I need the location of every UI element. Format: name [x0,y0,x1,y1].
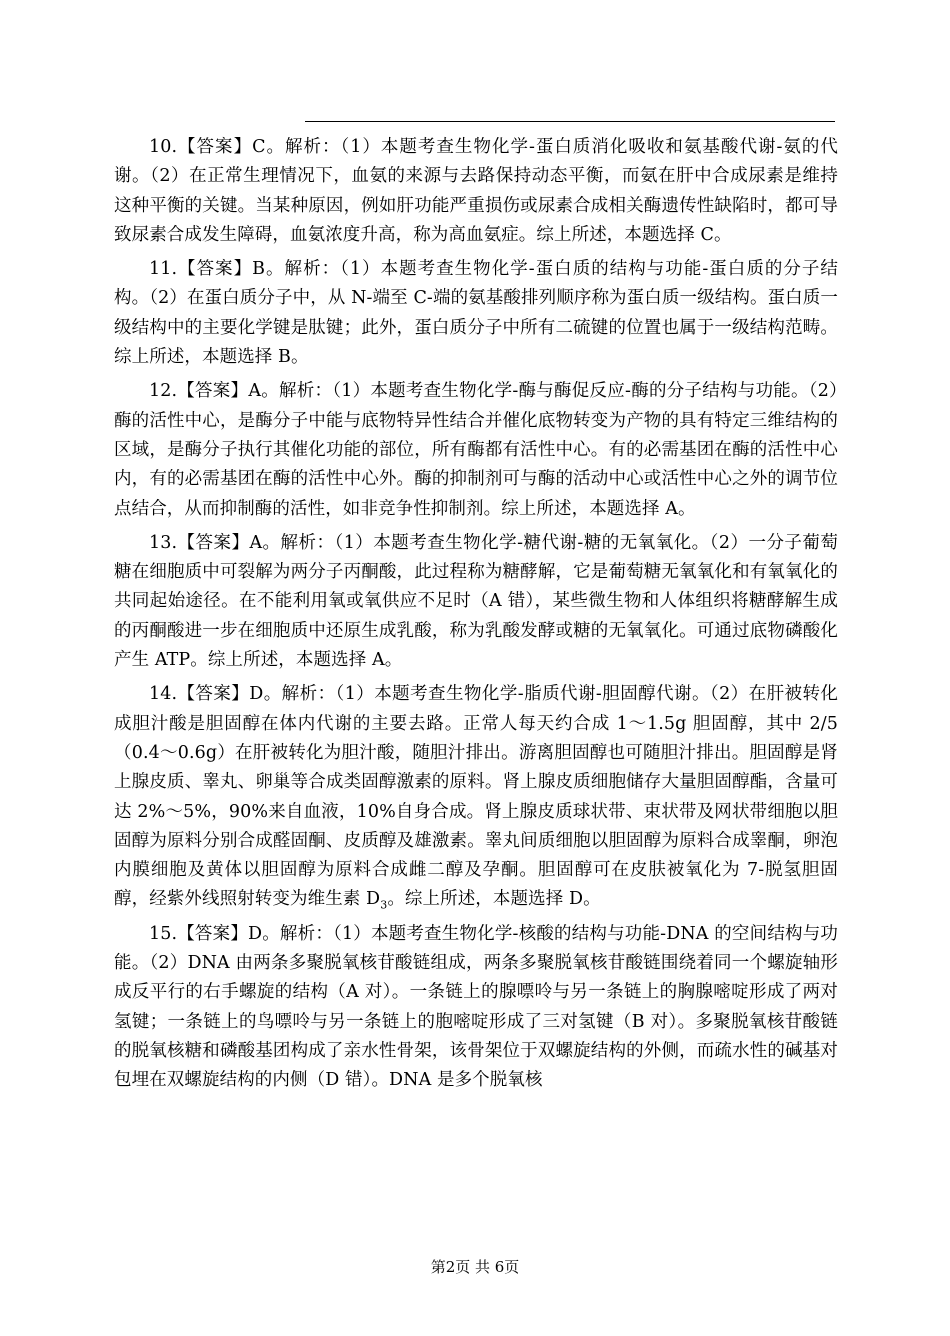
page-footer [0,1256,950,1277]
answer-body: A。解析：（1）本题考查生物化学-酶与酶促反应-酶的分子结构与功能。（2）酶的活性中心，是酶分子中能与底物特异性结合并催化底物转变为产物的具有特定三维结构的区域，是酶分子执行其催化功能的部位，所有酶都有活性中心。有的必需基团在酶的活性中心内，有的必需基团在酶的活性中心外。酶的抑制剂可与酶的活动中心或活性中心之外的调节位点结合，从而抑制酶的活性，如非竞争性抑制剂。综上所述，本题选择 A。 [114,381,838,519]
answer-tail: 。综上所述，本题选择 D。 [387,889,601,910]
answer-13 [114,529,838,675]
subscript: 3 [380,898,388,912]
answer-number: 11. [149,259,178,280]
answer-14 [114,680,838,914]
answer-11 [114,255,838,372]
answer-number: 15. [149,923,178,944]
answer-list [114,133,838,1101]
answer-number: 14. [149,684,178,705]
answer-10 [114,133,838,250]
answer-label: 【答案】 [177,923,249,944]
answer-number: 13. [149,532,178,553]
answer-number: 12. [149,381,178,402]
answer-12 [114,377,838,523]
answer-body: A。解析：（1）本题考查生物化学-糖代谢-糖的无氧氧化。（2）一分子葡萄糖在细胞质中可裂解为两分子丙酮酸，此过程称为糖酵解，它是葡萄糖无氧氧化和有氧氧化的共同起始途径。在不能利用氧或氧供应不足时（A 错），某些微生物和人体组织将糖酵解生成的丙酮酸进一步在细胞质中还原生成乳酸，称为乳酸发酵或糖的无氧氧化。可通过底物磷酸化产生 ATP。综上所述，本题选择 A。 [114,532,838,671]
answer-label: 【答案】 [177,684,250,705]
answer-body: B。解析：（1）本题考查生物化学-蛋白质的结构与功能-蛋白质的分子结构。（2）在蛋白质分子中，从 N-端至 C-端的氨基酸排列顺序称为蛋白质一级结构。蛋白质一级结构中的主要化学键是肽键；此外，蛋白质分子中所有二硫键的位置也属于一级结构范畴。综上所述，本题选择 B。 [114,259,839,368]
header-rule [305,121,835,122]
answer-label: 【答案】 [177,137,253,157]
answer-label: 【答案】 [177,381,249,402]
answer-label: 【答案】 [177,532,250,553]
answer-15 [114,920,838,1096]
answer-label: 【答案】 [177,259,253,280]
answer-body: C。解析：（1）本题考查生物化学-蛋白质消化吸收和氨基酸代谢-氨的代谢。（2）在正常生理情况下，血氨的来源与去路保持动态平衡，而氨在肝中合成尿素是维持这种平衡的关键。当某种原因，例如肝功能严重损伤或尿素合成相关酶遗传性缺陷时，都可导致尿素合成发生障碍，血氨浓度升高，称为高血氨症。综上所述，本题选择 C。 [114,137,838,245]
answer-body: D。解析：（1）本题考查生物化学-核酸的结构与功能-DNA 的空间结构与功能。（2）DNA 由两条多聚脱氧核苷酸链组成，两条多聚脱氧核苷酸链围绕着同一个螺旋轴形成反平行的右手螺旋的结构（A 对）。一条链上的腺嘌呤与另一条链上的胸腺嘧啶形成了两对氢键；一条链上的鸟嘌呤与另一条链上的胞嘧啶形成了三对氢键（B 对）。多聚脱氧核苷酸链的脱氧核糖和磷酸基团构成了亲水性骨架，该骨架位于双螺旋结构的外侧，而疏水性的碱基对包埋在双螺旋结构的内侧（D 错）。DNA 是多个脱氧核 [114,923,838,1091]
answer-body: D。解析：（1）本题考查生物化学-脂质代谢-胆固醇代谢。（2）在肝被转化成胆汁酸是胆固醇在体内代谢的主要去路。正常人每天约合成 1～1.5g 胆固醇，其中 2/5（0.4～0.6g）在肝被转化为胆汁酸，随胆汁排出。游离胆固醇也可随胆汁排出。胆固醇是肾上腺皮质、睾丸、卵巢等合成类固醇激素的原料。肾上腺皮质细胞储存大量胆固醇酯，含量可达 2%～5%，90%来自血液，10%自身合成。肾上腺皮质球状带、束状带及网状带细胞以胆固醇为原料分别合成醛固酮、皮质醇及雄激素。睾丸间质细胞以胆固醇为原料合成睾酮，卵泡内膜细胞及黄体以胆固醇为原料合成雌二醇及孕酮。胆固醇可在皮肤被氧化为 7-脱氢胆固醇，经紫外线照射转变为维生素 D [114,684,838,910]
page-number: 第2页 共 6页 [430,1258,520,1276]
answer-number: 10. [149,137,178,157]
